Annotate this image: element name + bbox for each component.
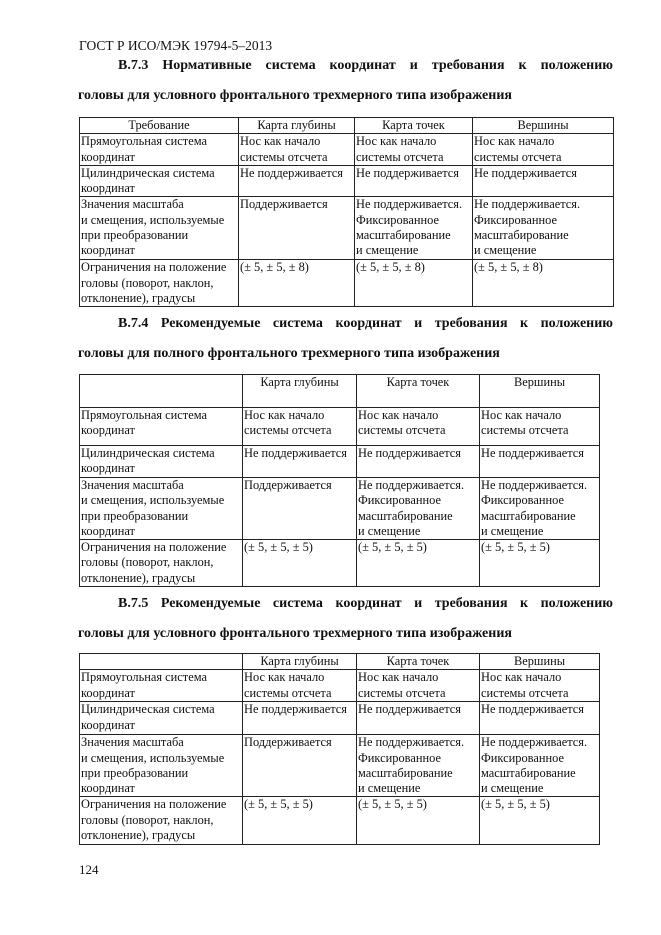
table-cell: Цилиндрическая система координат [80, 702, 243, 735]
table-row [80, 735, 600, 797]
table-cell: Не поддерживается [243, 702, 357, 735]
table-cell: Не поддерживается [357, 446, 480, 478]
table-cell: Значения масштаба и смещения, используемые при преобразовании координат [80, 735, 243, 797]
table-cell: Не поддерживается [355, 165, 473, 197]
table-cell: (± 5, ± 5, ± 8) [239, 260, 355, 307]
table-cell: Ограничения на положение головы (поворот, наклон, отклонение), градусы [80, 260, 239, 307]
table-row [80, 478, 600, 540]
table-header-row [80, 118, 614, 134]
table-row [80, 670, 600, 702]
table-cell: (± 5, ± 5, ± 5) [480, 540, 600, 587]
table-row [80, 702, 600, 735]
column-header: Требование [80, 118, 239, 134]
table-row [80, 408, 600, 446]
table-row [80, 540, 600, 587]
table-cell: Не поддерживается. Фиксированное масштабирование и смещение [480, 735, 600, 797]
table-cell: (± 5, ± 5, ± 8) [473, 260, 614, 307]
table-row [80, 260, 614, 307]
table-cell: Поддерживается [239, 197, 355, 260]
table-cell: Нос как начало системы отсчета [239, 134, 355, 166]
section-heading [78, 596, 613, 642]
table-cell: Значения масштаба и смещения, используемые при преобразовании координат [80, 478, 243, 540]
section-heading [78, 316, 613, 362]
table-cell: Нос как начало системы отсчета [480, 408, 600, 446]
table-cell: Нос как начало системы отсчета [243, 670, 357, 702]
table-cell: Не поддерживается [473, 165, 614, 197]
table-cell: Ограничения на положение головы (поворот, наклон, отклонение), градусы [80, 797, 243, 845]
requirements-table [79, 117, 614, 307]
section-title-line1: В.7.4 Рекомендуемые система координат и требования к положению [118, 316, 613, 331]
column-header [80, 375, 243, 408]
column-header: Карта точек [357, 375, 480, 408]
column-header: Карта глубины [239, 118, 355, 134]
table-cell: Не поддерживается. Фиксированное масштабирование и смещение [355, 197, 473, 260]
table-cell: Поддерживается [243, 478, 357, 540]
table-cell: Нос как начало системы отсчета [243, 408, 357, 446]
requirements-table [79, 374, 600, 587]
table-cell: Значения масштаба и смещения, используемые при преобразовании координат [80, 197, 239, 260]
section-heading [78, 58, 613, 104]
table-cell: Поддерживается [243, 735, 357, 797]
section-title-line2: головы для условного фронтального трехмерного типа изображения [78, 88, 512, 103]
document-header: ГОСТ Р ИСО/МЭК 19794-5–2013 [79, 38, 273, 53]
column-header: Карта точек [357, 654, 480, 670]
column-header: Вершины [473, 118, 614, 134]
table-cell: Не поддерживается [243, 446, 357, 478]
column-header: Карта глубины [243, 375, 357, 408]
column-header: Карта глубины [243, 654, 357, 670]
table-cell: Нос как начало системы отсчета [357, 408, 480, 446]
table-cell: Нос как начало системы отсчета [473, 134, 614, 166]
table-cell: Нос как начало системы отсчета [357, 670, 480, 702]
table-cell: Не поддерживается. Фиксированное масштабирование и смещение [357, 478, 480, 540]
page-number: 124 [79, 862, 99, 877]
table-cell: Нос как начало системы отсчета [480, 670, 600, 702]
table-cell: (± 5, ± 5, ± 5) [480, 797, 600, 845]
column-header: Вершины [480, 654, 600, 670]
table-row [80, 797, 600, 845]
table-cell: Ограничения на положение головы (поворот, наклон, отклонение), градусы [80, 540, 243, 587]
table-cell: Не поддерживается. Фиксированное масштабирование и смещение [357, 735, 480, 797]
column-header [80, 654, 243, 670]
table-cell: Не поддерживается. Фиксированное масштабирование и смещение [480, 478, 600, 540]
table-cell: Прямоугольная система координат [80, 134, 239, 166]
table-row [80, 446, 600, 478]
table-cell: Не поддерживается [239, 165, 355, 197]
requirements-table [79, 653, 600, 845]
table-cell: Не поддерживается [480, 702, 600, 735]
table-cell: Цилиндрическая система координат [80, 165, 239, 197]
table-cell: (± 5, ± 5, ± 8) [355, 260, 473, 307]
table-cell: (± 5, ± 5, ± 5) [243, 797, 357, 845]
table-cell: (± 5, ± 5, ± 5) [357, 540, 480, 587]
table-cell: (± 5, ± 5, ± 5) [357, 797, 480, 845]
table-cell: Нос как начало системы отсчета [355, 134, 473, 166]
table-row [80, 165, 614, 197]
table-cell: Не поддерживается [480, 446, 600, 478]
section-title-line2: головы для полного фронтального трехмерного типа изображения [78, 346, 500, 361]
table-cell: Не поддерживается. Фиксированное масштабирование и смещение [473, 197, 614, 260]
table-cell: Не поддерживается [357, 702, 480, 735]
section-title-line2: головы для условного фронтального трехмерного типа изображения [78, 626, 512, 641]
table-header-row [80, 375, 600, 408]
table-cell: Прямоугольная система координат [80, 670, 243, 702]
column-header: Вершины [480, 375, 600, 408]
table-cell: Прямоугольная система координат [80, 408, 243, 446]
table-row [80, 197, 614, 260]
table-cell: (± 5, ± 5, ± 5) [243, 540, 357, 587]
column-header: Карта точек [355, 118, 473, 134]
section-title-line1: В.7.3 Нормативные система координат и требования к положению [118, 58, 613, 73]
section-title-line1: В.7.5 Рекомендуемые система координат и требования к положению [118, 596, 613, 611]
table-header-row [80, 654, 600, 670]
table-row [80, 134, 614, 166]
table-cell: Цилиндрическая система координат [80, 446, 243, 478]
